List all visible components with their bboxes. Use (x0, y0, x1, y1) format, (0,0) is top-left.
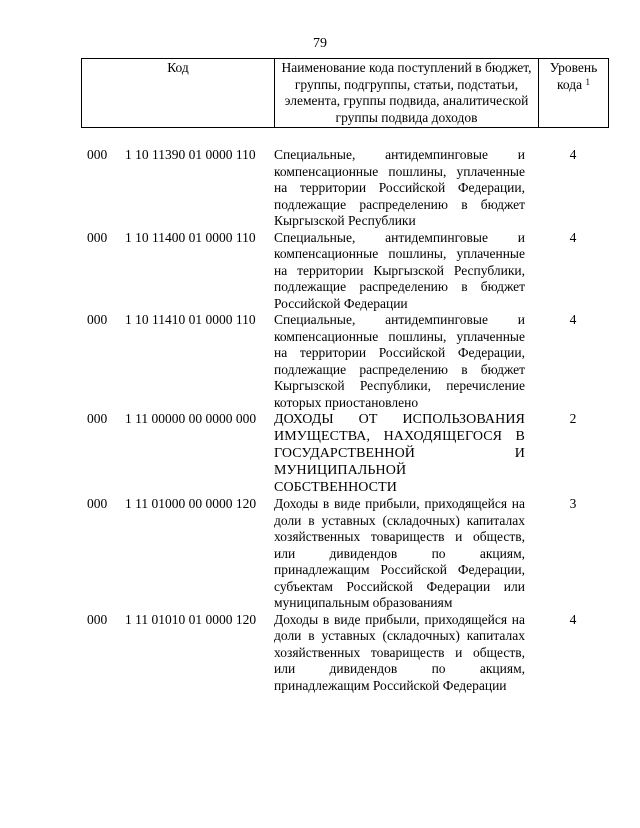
header-name (275, 59, 539, 128)
row-level: 4 (569, 312, 577, 327)
row-name: Специальные, антидемпинговые и компенсационные пошлины, уплаченные на территории Российской Федерации, подлежащие распределению в бюджет Кыргызской Республики (274, 147, 525, 228)
table-header-row (82, 59, 609, 128)
row-income-code: 1 10 11410 01 0000 110 (125, 312, 256, 327)
row-admin-code: 000 (87, 147, 108, 162)
row-name: Доходы в виде прибыли, приходящейся на доли в уставных (складочных) капиталах хозяйственных товариществ и обществ, или дивидендов по акциям, принадлежащим Российской Федерации, субъектам Российской Федерации или муниципальным образованиям (274, 496, 525, 610)
table-row (81, 496, 609, 612)
table-row (81, 147, 609, 230)
header-code-label: Код (167, 60, 189, 75)
row-admin-code: 000 (87, 496, 108, 511)
row-income-code: 1 10 11390 01 0000 110 (125, 147, 256, 162)
row-name: ДОХОДЫ ОТ ИСПОЛЬЗОВАНИЯ ИМУЩЕСТВА, НАХОДЯЩЕГОСЯ В ГОСУДАРСТВЕННОЙ И МУНИЦИПАЛЬНОЙ СОБСТВЕННОСТИ (274, 412, 525, 495)
table-header (81, 58, 609, 128)
row-level: 4 (569, 611, 577, 627)
table-row (81, 612, 609, 695)
row-name: Специальные, антидемпинговые и компенсационные пошлины, уплаченные на территории Российской Федерации, подлежащие распределению в бюджет Кыргызской Республики, перечисление которых приостановлено (274, 312, 525, 410)
row-admin-code: 000 (87, 611, 108, 627)
header-level-label: Уровень кода (549, 60, 598, 92)
row-income-code: 1 10 11400 01 0000 110 (125, 229, 256, 245)
row-level: 4 (569, 147, 577, 162)
row-level: 3 (569, 496, 577, 511)
table-body (81, 147, 609, 694)
table-row (81, 312, 609, 411)
header-code (82, 59, 275, 128)
header-level-footnote: 1 (585, 76, 590, 87)
row-level: 2 (569, 411, 577, 426)
header-level (539, 59, 609, 128)
row-admin-code: 000 (87, 229, 108, 245)
row-name: Доходы в виде прибыли, приходящейся на доли в уставных (складочных) капиталах хозяйственных товариществ и обществ, или дивидендов по акциям, принадлежащим Российской Федерации (274, 611, 525, 693)
row-level: 4 (569, 229, 577, 245)
row-income-code: 1 11 01000 00 0000 120 (125, 496, 257, 511)
row-admin-code: 000 (87, 411, 108, 426)
row-income-code: 1 11 00000 00 0000 000 (125, 411, 257, 426)
row-name: Специальные, антидемпинговые и компенсационные пошлины, уплаченные на территории Кыргызской Республики, подлежащие распределению в бюджет Российской Федерации (274, 229, 525, 311)
row-admin-code: 000 (87, 312, 108, 327)
header-name-label: Наименование кода поступлений в бюджет, группы, подгруппы, статьи, подстатьи, элемента, группы подвида, аналитической группы подвида доходов (281, 60, 532, 125)
table-row (81, 230, 609, 313)
table-row (81, 411, 609, 496)
row-income-code: 1 11 01010 01 0000 120 (125, 611, 257, 627)
page-number: 79 (313, 36, 327, 51)
